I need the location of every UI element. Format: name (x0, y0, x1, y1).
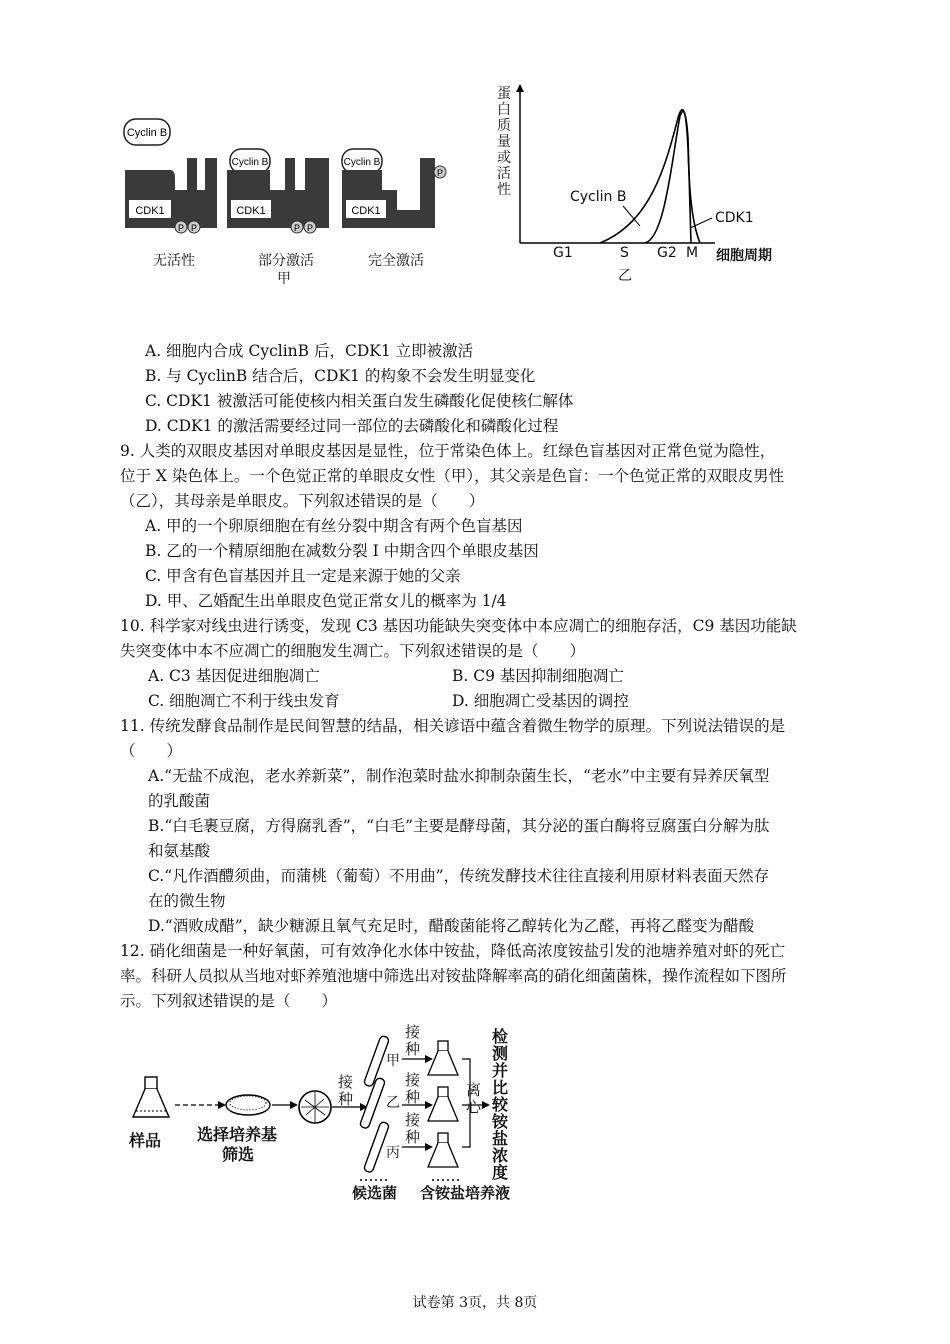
q11-stem-1: 11. 传统发酵食品制作是民间智慧的结晶，相关谚语中蕴含着微生物学的原理。下列说法错误的是 (120, 717, 786, 735)
tube-bing: 丙 (386, 1145, 400, 1161)
legend-cdk1: CDK1 (715, 210, 754, 226)
tube-yi: 乙 (386, 1095, 400, 1111)
q8-option-c: C. CDK1 被激活可能使核内相关蛋白发生磷酸化促使核仁解体 (145, 392, 574, 410)
select-medium-label: 选择培养基 (197, 1125, 278, 1144)
q10-stem-1: 10. 科学家对线虫进行诱变，发现 C3 基因功能缺失突变体中本应凋亡的细胞存活，C9 基因功能缺 (120, 617, 797, 635)
ammonium-medium-label: 含铵盐培养液 (420, 1184, 511, 1202)
inoculate-label-3: 接种 (405, 1071, 421, 1106)
panel-full (342, 149, 446, 228)
q11-stem-2: （ ） (120, 742, 183, 760)
q10-option-a: A. C3 基因促进细胞凋亡 (148, 667, 320, 685)
q9-stem-2: 位于 X 染色体上。一个色觉正常的单眼皮女性（甲），其父亲是色盲：一个色觉正常的双眼皮男性 (120, 467, 785, 485)
state-marker-jia: 甲 (277, 271, 291, 287)
svg-text:P: P (436, 168, 444, 178)
svg-text:P: P (293, 223, 301, 233)
inoculate-label-2: 接种 (405, 1023, 421, 1058)
panel-partial (227, 149, 329, 233)
svg-text:P: P (190, 223, 198, 233)
state-partial: 部分激活 (258, 253, 314, 269)
q9-stem-1: 9. 人类的双眼皮基因对单眼皮基因是显性，位于常染色体上。红绿色盲基因对正常色觉为隐性， (120, 442, 776, 460)
q8-option-b: B. 与 CyclinB 结合后，CDK1 的构象不会发生明显变化 (145, 367, 536, 385)
q9-option-d: D. 甲、乙婚配生出单眼皮色觉正常女儿的概率为 1/4 (145, 592, 507, 610)
cyclin-label-1: Cyclin B (126, 127, 168, 139)
detect-label: 检测并比较铵盐浓度 (492, 1027, 509, 1182)
q11-option-b-2: 和氨基酸 (148, 842, 211, 860)
q11-option-a-2: 的乳酸菌 (148, 792, 211, 810)
q9-option-c: C. 甲含有色盲基因并且一定是来源于她的父亲 (145, 567, 461, 585)
svg-text:P: P (306, 223, 314, 233)
cdk-label-3: CDK1 (351, 205, 381, 217)
panel-inactive (124, 119, 217, 233)
x-axis-label: 细胞周期 (716, 248, 772, 264)
q9-option-a: A. 甲的一个卵原细胞在有丝分裂中期含有两个色盲基因 (145, 517, 523, 535)
q11-option-b-1: B.“白毛裹豆腐，方得腐乳香”，“白毛”主要是酵母菌，其分泌的蛋白酶将豆腐蛋白分解为肽 (148, 817, 770, 835)
centrifuge-label: 离心 (466, 1081, 482, 1116)
cdk-label-1: CDK1 (135, 205, 165, 217)
y-axis-label: 蛋白质量或活性 (497, 86, 511, 198)
petri-dish-icon (226, 1095, 270, 1115)
q12-stem-3: 示。下列叙述错误的是（ ） (120, 992, 338, 1010)
q9-stem-3: （乙），其母亲是单眼皮。下列叙述错误的是（ ） (120, 492, 485, 510)
sample-flask-icon (133, 1077, 169, 1117)
tube-jia: 甲 (386, 1053, 400, 1069)
q9-option-b: B. 乙的一个精原细胞在减数分裂 I 中期含四个单眼皮基因 (145, 542, 539, 560)
q11-option-a-1: A.“无盐不成泡，老水养新菜”，制作泡菜时盐水抑制杂菌生长，“老水”中主要有异养厌氧型 (148, 767, 770, 785)
state-full: 完全激活 (368, 253, 424, 269)
cyclin-label-3: Cyclin B (343, 157, 381, 168)
q10-option-d: D. 细胞凋亡受基因的调控 (452, 692, 629, 710)
culture-flasks-icon (428, 1041, 458, 1167)
select-medium-label-2: 筛选 (222, 1145, 255, 1164)
q11-option-c-2: 在的微生物 (148, 892, 226, 910)
sample-label: 样品 (129, 1131, 162, 1150)
q8-option-d: D. CDK1 的激活需要经过同一部位的去磷酸化和磷酸化过程 (145, 417, 559, 435)
x-marker-yi: 乙 (618, 268, 632, 284)
inoculate-label-4: 接种 (405, 1111, 421, 1146)
q10-option-b: B. C9 基因抑制细胞凋亡 (452, 667, 624, 685)
tick-s: S (620, 245, 629, 261)
cdk1-activation-diagram (115, 110, 460, 250)
tick-m: M (686, 245, 699, 261)
state-inactive: 无活性 (153, 253, 195, 269)
q10-option-c: C. 细胞凋亡不利于线虫发育 (148, 692, 340, 710)
candidate-label: 候选菌 (352, 1184, 398, 1202)
cdk-label-2: CDK1 (236, 205, 266, 217)
cyclin-label-2: Cyclin B (231, 157, 269, 168)
q8-option-a: A. 细胞内合成 CyclinB 后，CDK1 立即被激活 (145, 342, 474, 360)
svg-text:P: P (177, 223, 185, 233)
inoculate-label-1: 接种 (338, 1073, 354, 1108)
legend-cyclin-b: Cyclin B (570, 189, 627, 205)
q10-stem-2: 失突变体中本不应凋亡的细胞发生凋亡。下列叙述错误的是（ ） (120, 642, 586, 660)
series-line-cdk1 (645, 111, 700, 243)
q11-option-c-1: C.“凡作酒醴须曲，而蒲桃（葡萄）不用曲”，传统发酵技术往往直接利用原材料表面天然存 (148, 867, 770, 885)
q11-option-d: D.“酒败成醋”，缺少糖源且氧气充足时，醋酸菌能将乙醇转化为乙醛，再将乙醛变为醋酸 (148, 917, 755, 935)
colony-icon (299, 1091, 331, 1123)
page-footer: 试卷第 3页，共 8页 (412, 1295, 538, 1311)
q12-stem-2: 率。科研人员拟从当地对虾养殖池塘中筛选出对铵盐降解率高的硝化细菌菌株，操作流程如下图所 (120, 967, 787, 985)
tick-g1: G1 (553, 245, 573, 261)
q12-stem-1: 12. 硝化细菌是一种好氧菌，可有效净化水体中铵盐，降低高浓度铵盐引发的池塘养殖对虾的死亡 (120, 942, 786, 960)
tick-g2: G2 (657, 245, 677, 261)
